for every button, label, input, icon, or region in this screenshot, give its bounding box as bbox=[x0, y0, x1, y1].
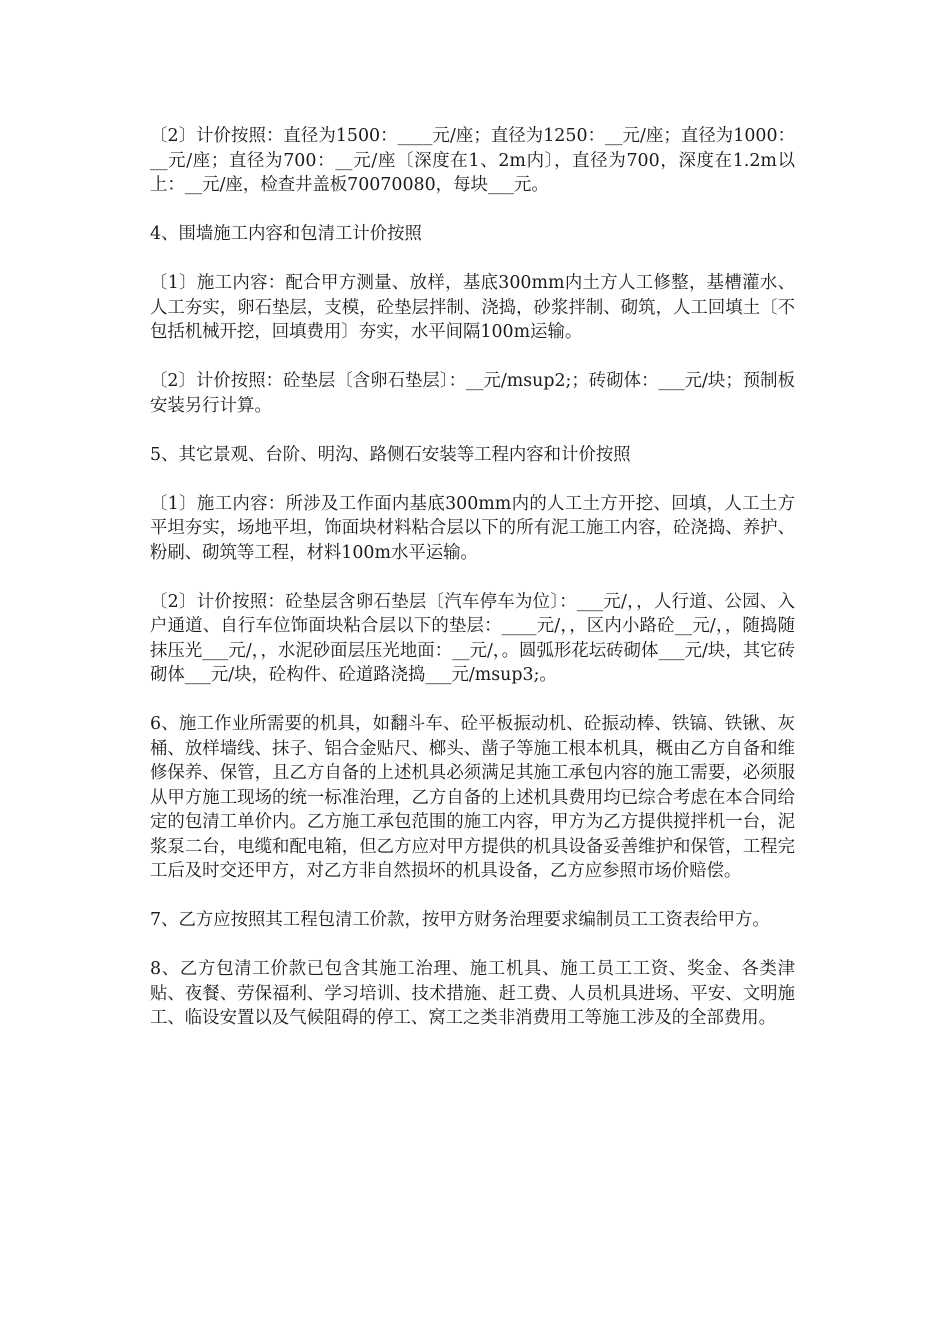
wall-pricing-clause: 〔2〕计价按照：砼垫层〔含卵石垫层〕：__元/msup2;；砖砌体：___元/块；预制板安装另行计算。 bbox=[150, 371, 795, 416]
section-6-equipment: 6、施工作业所需要的机具，如翻斗车、砼平板振动机、砼振动棒、铁镐、铁锹、灰桶、放样墙线、抹子、铝合金贴尺、榔头、凿子等施工根本机具，概由乙方自备和维修保养、保管，且乙方自备的上述机具必须满足其施工承包内容的施工需要，必须服从甲方施工现场的统一标准治理，乙方自备的上述机具费用均已综合考虑在本合同给定的包清工单价内。乙方施工承包范围的施工内容，甲方为乙方提供搅拌机一台，泥浆泵二台，电缆和配电箱，但乙方应对甲方提供的机具设备妥善维护和保管，工程完工后及时交还甲方，对乙方非自然损坏的机具设备，乙方应参照市场价赔偿。 bbox=[150, 714, 795, 881]
pricing-clause-manholes: 〔2〕计价按照：直径为1500：____元/座；直径为1250：__元/座；直径为1000：__元/座；直径为700：__元/座〔深度在1、2m内〕，直径为700，深度在1.2m以上：__元/座，检查井盖板70070080，每块___元。 bbox=[150, 126, 795, 195]
landscape-construction-content: 〔1〕施工内容：所涉及工作面内基底300mm内的人工土方开挖、回填，人工土方平坦夯实，场地平坦，饰面块材料粘合层以下的所有泥工施工内容，砼浇捣、养护、粉刷、砌筑等工程，材料100m水平运输。 bbox=[150, 493, 795, 563]
section-7-payroll: 7、乙方应按照其工程包清工价款，按甲方财务治理要求编制员工工资表给甲方。 bbox=[150, 910, 770, 930]
wall-construction-content: 〔1〕施工内容：配合甲方测量、放样，基底300mm内土方人工修整，基槽灌水、人工夯实，卵石垫层，支模，砼垫层拌制、浇捣，砂浆拌制、砌筑，人工回填土〔不包括机械开挖，回填费用〕夯实，水平间隔100m运输。 bbox=[150, 273, 795, 342]
section-heading-4: 4、围墙施工内容和包清工计价按照 bbox=[150, 224, 422, 244]
section-heading-5: 5、其它景观、台阶、明沟、路侧石安装等工程内容和计价按照 bbox=[150, 444, 631, 465]
section-8-costs: 8、乙方包清工价款已包含其施工治理、施工机具、施工员工工资、奖金、各类津贴、夜餐、劳保福利、学习培训、技术措施、赶工费、人员机具进场、平安、文明施工、临设安置以及气候阻碍的停工、窝工之类非消费用工等施工涉及的全部费用。 bbox=[150, 959, 795, 1028]
document-page bbox=[150, 124, 795, 1055]
landscape-pricing-clause: 〔2〕计价按照：砼垫层含卵石垫层〔汽车停车为位〕：___元/，，人行道、公园、入户通道、自行车位饰面块粘合层以下的垫层：____元/，，区内小路砼__元/，，随捣随抹压光___元/，，水泥砂面层压光地面：__元/，。圆弧形花坛砖砌体___元/块，其它砖砌体___元/块，砼构件、砼道路浇捣___元/msup3;。 bbox=[150, 591, 795, 685]
